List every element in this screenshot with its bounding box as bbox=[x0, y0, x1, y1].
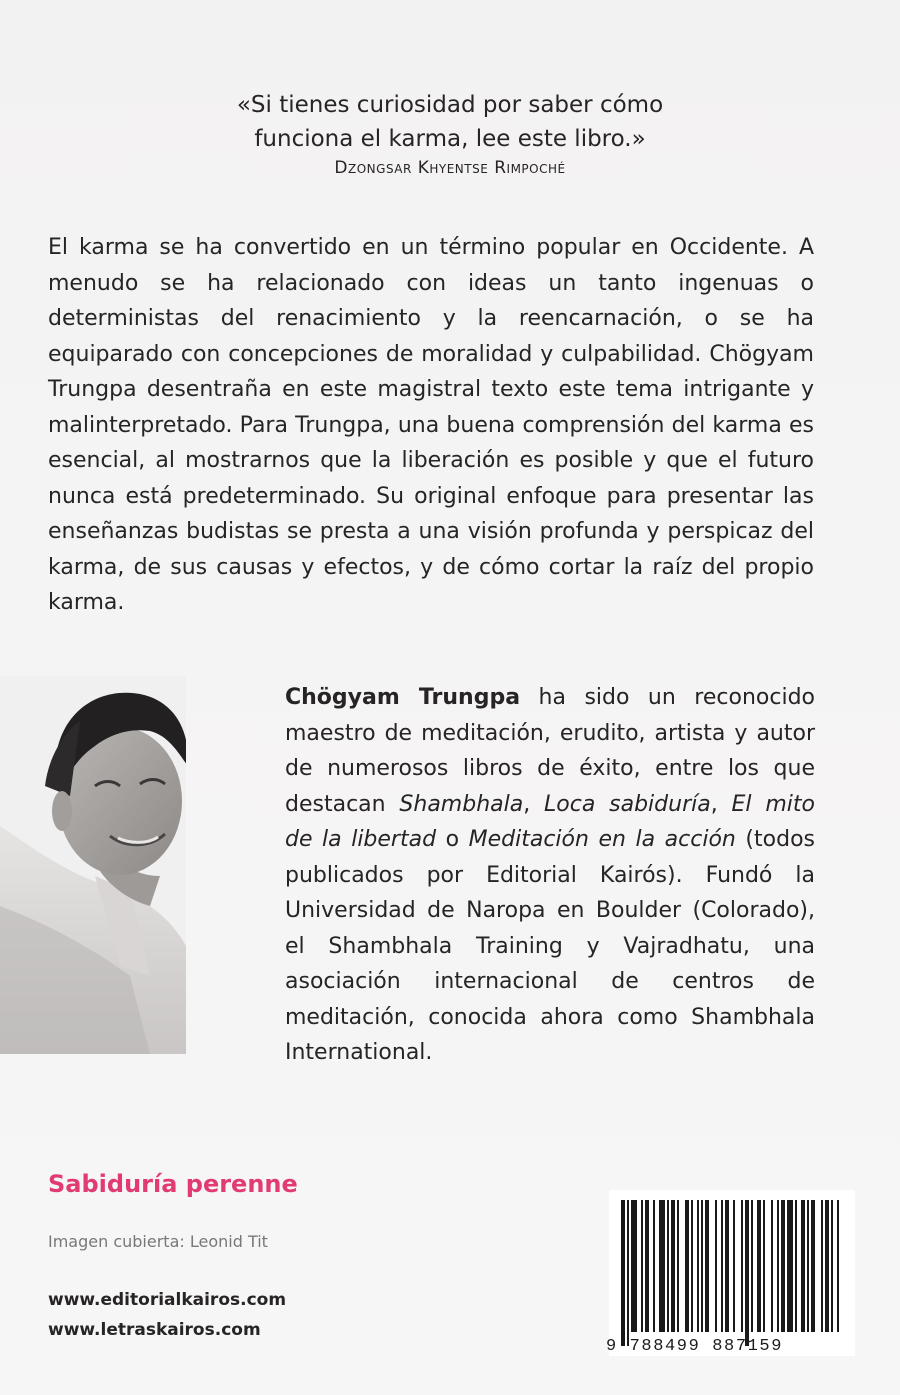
barcode-bar bbox=[725, 1200, 729, 1332]
barcode-bar bbox=[837, 1200, 839, 1332]
portrait-icon bbox=[0, 676, 186, 1054]
barcode-bar bbox=[781, 1200, 785, 1332]
quote-line-2: funciona el karma, lee este libro.» bbox=[254, 126, 646, 152]
barcode-bar bbox=[831, 1200, 833, 1332]
barcode-bar bbox=[701, 1200, 703, 1332]
barcode-bar bbox=[627, 1200, 629, 1346]
barcode-bar bbox=[621, 1200, 625, 1346]
barcode-bar bbox=[801, 1200, 805, 1332]
barcode-bar bbox=[653, 1200, 655, 1332]
barcode-bar bbox=[659, 1200, 665, 1332]
endorsement-quote bbox=[0, 88, 900, 156]
website-link-2[interactable]: www.letraskairos.com bbox=[48, 1320, 261, 1340]
barcode-bar bbox=[705, 1200, 709, 1332]
bio-paragraph bbox=[285, 680, 815, 1071]
bio-text-1: ha sido un reconocido maestro de meditación, erudito, artista y autor de numerosos libros de éxito, entre los que destacan bbox=[285, 685, 815, 817]
series-name: Sabiduría perenne bbox=[48, 1170, 298, 1198]
book-title-2: Loca sabiduría bbox=[544, 791, 711, 817]
author-biography bbox=[285, 680, 815, 1071]
barcode-bar bbox=[685, 1200, 689, 1332]
book-title-3: El mito de la libertad bbox=[285, 791, 815, 852]
bio-sep-2: , bbox=[710, 791, 732, 817]
barcode-bar bbox=[751, 1200, 753, 1332]
barcode-bar bbox=[691, 1200, 693, 1332]
barcode-bar bbox=[645, 1200, 649, 1332]
bio-sep-3: o bbox=[436, 827, 469, 852]
barcode-bar bbox=[721, 1200, 723, 1332]
barcode-bar bbox=[671, 1200, 675, 1332]
book-title-1: Shambhala bbox=[399, 791, 524, 817]
bio-sep-1: , bbox=[523, 791, 545, 817]
barcode-bar bbox=[677, 1200, 679, 1332]
barcode-bar bbox=[787, 1200, 793, 1332]
barcode-bar bbox=[697, 1200, 699, 1332]
barcode-bar bbox=[641, 1200, 643, 1332]
isbn-barcode bbox=[609, 1190, 855, 1356]
book-title-4: Meditación en la acción bbox=[468, 827, 736, 852]
barcode-bar bbox=[741, 1200, 743, 1332]
barcode-bar bbox=[667, 1200, 669, 1332]
book-description bbox=[48, 230, 814, 621]
barcode-bar bbox=[777, 1200, 779, 1332]
author-name: Chögyam Trungpa bbox=[285, 685, 521, 710]
barcode-bar bbox=[825, 1200, 829, 1332]
barcode-bar bbox=[631, 1200, 637, 1332]
barcode-bar bbox=[771, 1200, 773, 1332]
website-link-1[interactable]: www.editorialkairos.com bbox=[48, 1290, 287, 1310]
barcode-bar bbox=[733, 1200, 735, 1332]
description-text: El karma se ha convertido en un término popular en Occidente. A menudo se ha relacionado con ideas un tanto ingenuas o deterministas del renacimiento y la reencarnación, o se ha equiparado con concepciones de moralidad y culpabilidad. Chögyam Trungpa desentraña en este magistral texto este tema intrigante y malinterpretado. Para Trungpa, una buena comprensión del karma es esencial, al mostrarnos que la liberación es posible y que el futuro nunca está predeterminado. Su original enfoque para presentar las enseñanzas budistas se presta a una visión profunda y perspicaz del karma, de sus causas y efectos, y de cómo cortar la raíz del propio karma. bbox=[48, 235, 814, 615]
author-portrait bbox=[0, 676, 186, 1054]
quote-author: Dzongsar Khyentse Rimpoché bbox=[334, 158, 566, 178]
barcode-bar bbox=[807, 1200, 809, 1332]
barcode-bar bbox=[757, 1200, 761, 1332]
barcode-bar bbox=[763, 1200, 765, 1332]
quote-line-1: «Si tienes curiosidad por saber cómo bbox=[236, 92, 664, 118]
barcode-bar bbox=[745, 1200, 749, 1346]
isbn-number: 9 788499 887159 bbox=[606, 1337, 784, 1356]
barcode-bar bbox=[821, 1200, 823, 1332]
barcode-bar bbox=[715, 1200, 717, 1332]
cover-image-credit: Imagen cubierta: Leonid Tit bbox=[48, 1232, 268, 1251]
bio-text-2: (todos publicados por Editorial Kairós). Fundó la Universidad de Naropa en Boulder (Colorado), el Shambhala Training y Vajradhatu, una asociación internacional de centros de meditación, conocida ahora como Shambhala International. bbox=[285, 827, 815, 1065]
barcode-icon bbox=[609, 1190, 855, 1356]
barcode-bar bbox=[795, 1200, 797, 1332]
barcode-bar bbox=[811, 1200, 815, 1332]
